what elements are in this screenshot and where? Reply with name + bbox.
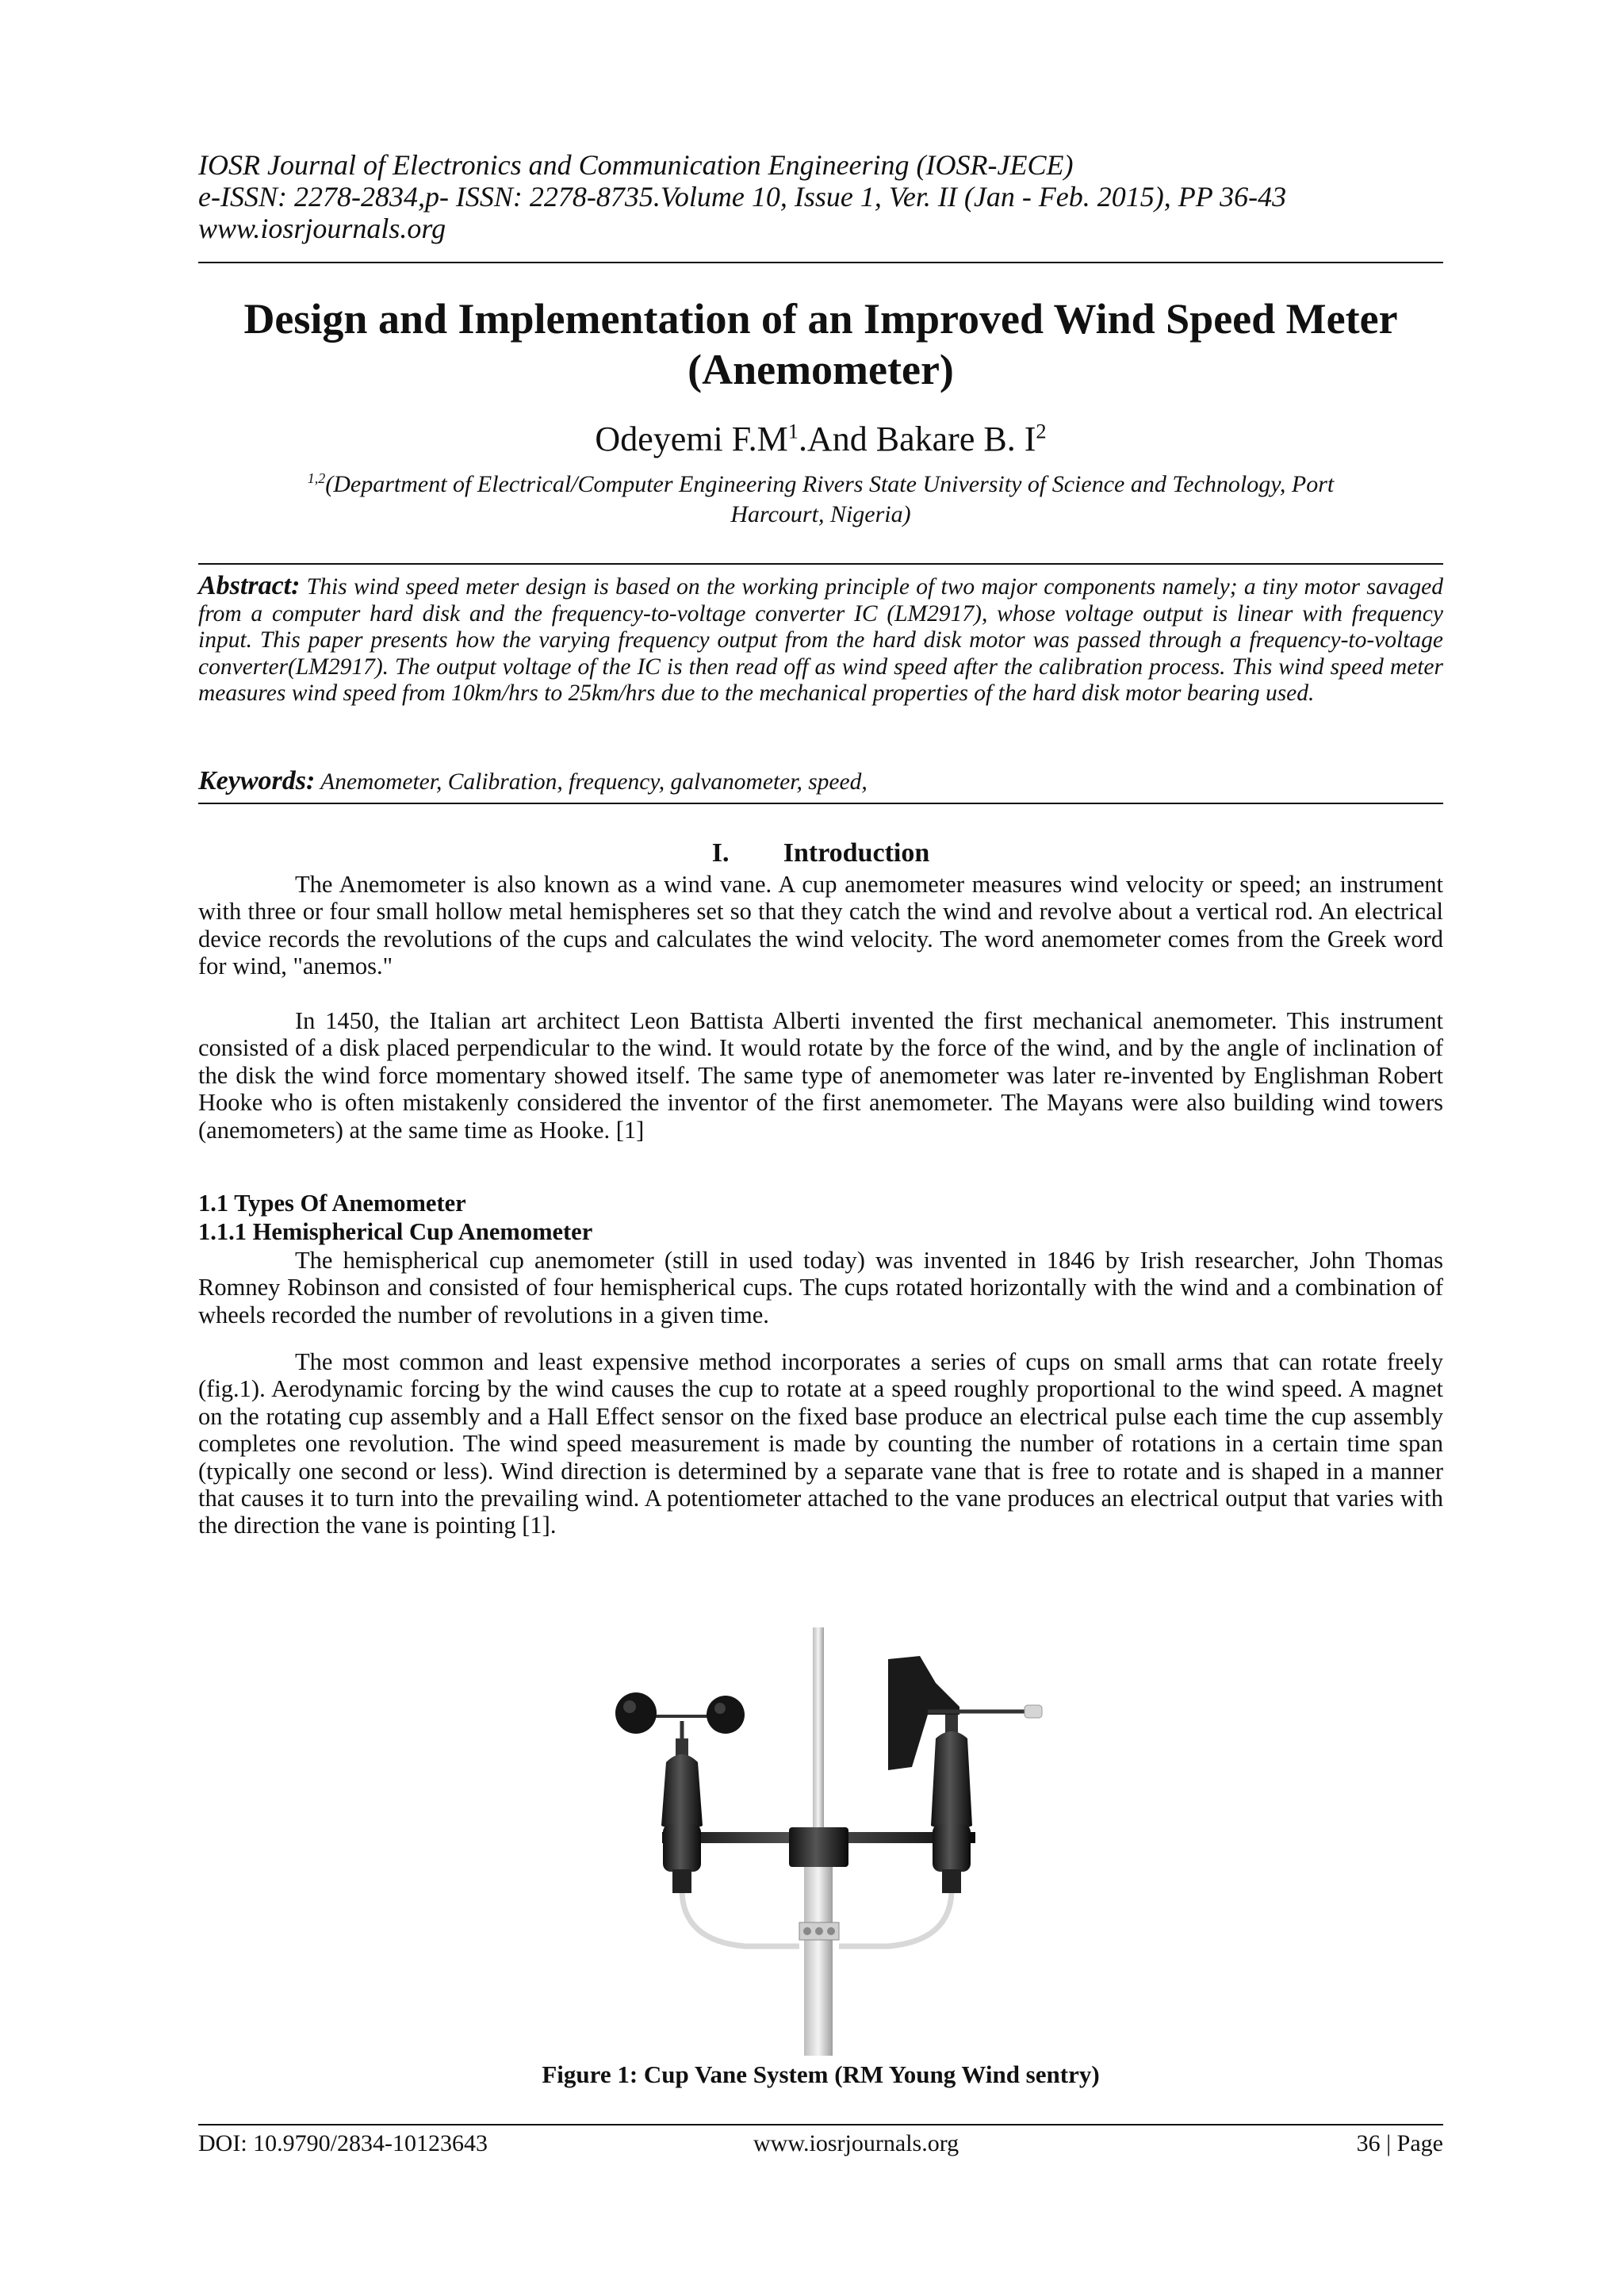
- title-line-2: (Anemometer): [688, 346, 954, 393]
- wind-vane-sensor: [888, 1656, 1042, 1893]
- journal-header: [198, 149, 1443, 244]
- footer-rule: [198, 2124, 1443, 2125]
- keywords-text: Anemometer, Calibration, frequency, galvanometer, speed,: [320, 769, 868, 795]
- keywords: [198, 768, 1443, 795]
- footer-site: www.iosrjournals.org: [753, 2130, 959, 2156]
- abstract-text: This wind speed meter design is based on the working principle of two major components namely; a tiny motor savaged from a computer hard disk and the frequency-to-voltage converter IC (LM2917), whose voltage output is linear with frequency input. This paper presents how the varying frequency output from the hard disk motor was passed through a frequency-to-voltage converter(LM2917). The output voltage of the IC is then read off as wind speed after the calibration process. This wind speed meter measures wind speed from 10km/hrs to 25km/hrs due to the mechanical properties of the hard disk motor bearing used.: [198, 574, 1444, 706]
- author-1: Odeyemi F.M: [595, 420, 788, 458]
- author-connector: .And Bakare B. I: [798, 420, 1036, 458]
- journal-issn: e-ISSN: 2278-2834,p- ISSN: 2278-8735.Volume 10, Issue 1, Ver. II (Jan - Feb. 2015), PP 36-43: [198, 181, 1287, 213]
- affiliation: [198, 470, 1443, 530]
- paper-page: [198, 0, 1443, 2296]
- header-rule: [198, 262, 1443, 263]
- arm-clamp: [789, 1827, 848, 1867]
- section-number: I.: [711, 838, 730, 868]
- title-line-1: Design and Implementation of an Improved Wind Speed Meter: [243, 295, 1398, 343]
- intro-paragraph-2: In 1450, the Italian art architect Leon Battista Alberti invented the first mechanical anemometer. This instrument consisted of a disk placed perpendicular to the wind. It would rotate by the force of the wind, and by the angle of inclination of the disk the wind force momentary showed itself. The same type of anemometer was later re-invented by Englishman Robert Hooke who is often mistakenly considered the inventor of the first anemometer. The Mayans were also building wind towers (anemometers) at the same time as Hooke. [1]: [198, 1007, 1443, 1144]
- abstract-label: Abstract:: [198, 571, 301, 600]
- cup-paragraph-2: The most common and least expensive method incorporates a series of cups on small arms that can rotate freely (fig.1). Aerodynamic forcing by the wind causes the cup to rotate at a speed roughly proportional to the wind speed. A magnet on the rotating cup assembly and a Hall Effect sensor on the fixed base produce an electrical pulse each time the cup assembly completes one revolution. The wind speed measurement is made by counting the number of rotations in a certain time span (typically one second or less). Wind direction is determined by a separate vane that is free to rotate and is shaped in a manner that causes it to turn into the prevailing wind. A potentiometer attached to the vane produces an electrical output that varies with the direction the vane is pointing [1].: [198, 1348, 1443, 1539]
- cup-paragraph-1: The hemispherical cup anemometer (still in used today) was invented in 1846 by Irish researcher, John Thomas Romney Robinson and consisted of four hemispherical cups. The cups rotated horizontally with the wind and a combination of wheels recorded the number of revolutions in a given time.: [198, 1247, 1443, 1328]
- journal-name: IOSR Journal of Electronics and Communication Engineering (IOSR-JECE): [198, 149, 1074, 181]
- paper-title: [198, 293, 1443, 395]
- section-heading: [198, 838, 1443, 869]
- author-line: [198, 419, 1443, 460]
- abstract-bottom-rule: [198, 803, 1443, 804]
- cup-sensor: [615, 1692, 745, 1893]
- keywords-label: Keywords:: [198, 766, 316, 795]
- figure-caption: Figure 1: Cup Vane System (RM Young Wind sentry): [542, 2060, 1100, 2088]
- cup-right: [707, 1696, 745, 1734]
- subsection-heading-types: 1.1 Types Of Anemometer: [198, 1190, 466, 1217]
- cup-left: [615, 1692, 657, 1734]
- anemometer-figure: [587, 1627, 1063, 2056]
- intro-paragraph-1: The Anemometer is also known as a wind vane. A cup anemometer measures wind velocity or speed; an instrument with three or four small hollow metal hemispheres set so that they catch the wind and revolve about a vertical rod. An electrical device records the revolutions of the cups and calculates the wind velocity. The word anemometer comes from the Greek word for wind, "anemos.": [198, 871, 1443, 980]
- section-title: Introduction: [783, 838, 930, 868]
- affiliation-line-1: (Department of Electrical/Computer Engineering Rivers State University of Science and Technology, Port: [325, 471, 1335, 497]
- affiliation-line-2: Harcourt, Nigeria): [730, 501, 911, 527]
- mast-lower: [804, 1857, 833, 2056]
- author-1-affil: 1: [787, 419, 799, 443]
- abstract-top-rule: [198, 563, 1443, 565]
- journal-url: www.iosrjournals.org: [198, 213, 446, 244]
- abstract: [198, 573, 1443, 707]
- affiliation-marker: 1,2: [307, 470, 326, 486]
- author-2-affil: 2: [1036, 419, 1047, 443]
- footer-page-number: 36 | Page: [1356, 2130, 1443, 2156]
- footer-doi: DOI: 10.9790/2834-10123643: [198, 2130, 488, 2156]
- subsection-heading-cup: 1.1.1 Hemispherical Cup Anemometer: [198, 1218, 593, 1245]
